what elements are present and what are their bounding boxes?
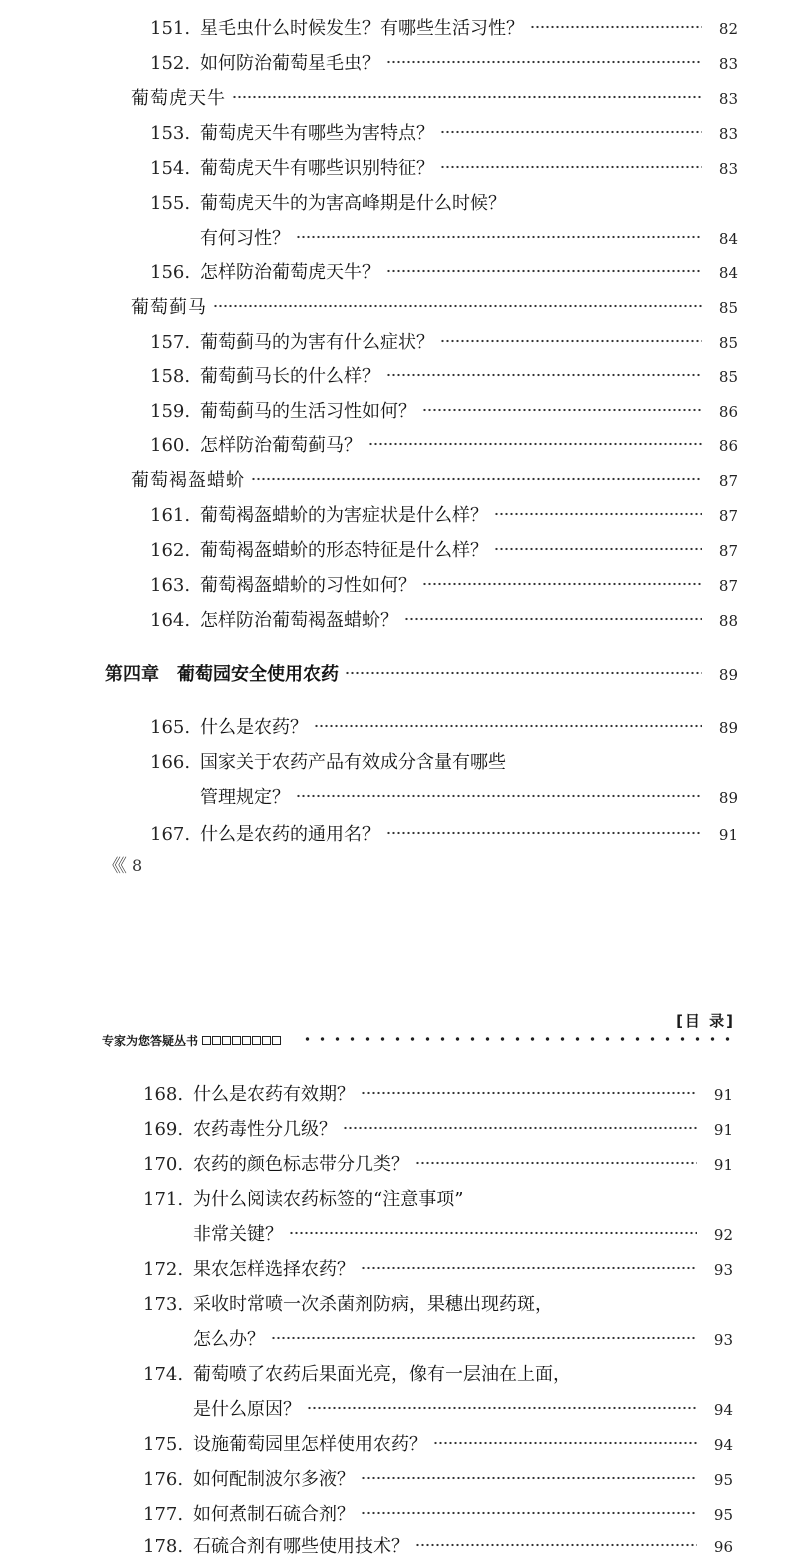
entry-title: 什么是农药？ (200, 717, 308, 738)
entry-title: 如何配制波尔多液？ (193, 1469, 355, 1490)
dot-leader (422, 582, 702, 586)
dot-leader (361, 1091, 697, 1095)
entry-title: 采收时常喷一次杀菌剂防病，果穗出现药斑， (193, 1294, 553, 1315)
page-ref: 85 (718, 334, 738, 352)
entry-title: 是什么原因？ (193, 1399, 301, 1420)
toc-entry (143, 1290, 733, 1316)
entry-number: 154. (150, 158, 191, 179)
chapter-heading (105, 660, 738, 686)
series-header (102, 1032, 282, 1049)
dot-leader (433, 1441, 697, 1445)
toc-entry (193, 1220, 733, 1246)
dot-leader (271, 1336, 697, 1340)
dot-leader (361, 1511, 697, 1515)
entry-number: 160. (150, 435, 191, 456)
decorative-squares-icon (202, 1036, 282, 1045)
entry-title: 怎样防治葡萄褐盔蜡蚧？ (200, 610, 398, 631)
page-footer (103, 852, 142, 878)
page-ref: 85 (718, 299, 738, 317)
entry-title: 如何防治葡萄星毛虫？ (200, 53, 380, 74)
entry-number: 158. (150, 366, 191, 387)
entry-number: 161. (150, 505, 191, 526)
entry-title: 什么是农药的通用名？ (200, 824, 380, 845)
entry-title: 怎样防治葡萄虎天牛？ (200, 262, 380, 283)
entry-number: 159. (150, 401, 191, 422)
entry-number: 162. (150, 540, 191, 561)
page-ref: 84 (718, 230, 738, 248)
entry-title: 怎样防治葡萄蓟马？ (200, 435, 362, 456)
page-ref: 92 (713, 1226, 733, 1244)
page-ref: 83 (718, 55, 738, 73)
toc-section (131, 293, 738, 319)
toc-entry (150, 397, 738, 423)
entry-number: 173. (143, 1294, 184, 1315)
page-ref: 93 (713, 1331, 733, 1349)
dot-leader (386, 831, 702, 835)
entry-title: 葡萄褐盔蜡蚧的形态特征是什么样？ (200, 540, 488, 561)
toc-entry (193, 1395, 733, 1421)
toc-entry (143, 1150, 733, 1176)
entry-title: 国家关于农药产品有效成分含量有哪些 (200, 752, 506, 773)
dot-leader (307, 1406, 697, 1410)
entry-number: 155. (150, 193, 191, 214)
dot-leader (386, 60, 702, 64)
entry-title: 如何煮制石硫合剂？ (193, 1504, 355, 1525)
page-ref: 87 (718, 577, 738, 595)
dot-leader (494, 547, 702, 551)
dot-leader (422, 408, 702, 412)
dot-leader (232, 95, 702, 99)
dot-leader (386, 269, 702, 273)
toc-entry (143, 1080, 733, 1106)
toc-entry (150, 713, 738, 739)
entry-title: 葡萄虎天牛 (131, 88, 226, 109)
entry-title: 果农怎样选择农药？ (193, 1259, 355, 1280)
entry-title: 葡萄虎天牛有哪些为害特点？ (200, 123, 434, 144)
entry-number: 163. (150, 575, 191, 596)
page-ref: 95 (713, 1506, 733, 1524)
page-ref: 85 (718, 368, 738, 386)
toc-entry (150, 748, 738, 774)
page-ref: 95 (713, 1471, 733, 1489)
entry-title: 葡萄褐盔蜡蚧 (131, 470, 245, 491)
toc-entry (143, 1532, 733, 1558)
entry-number: 167. (150, 824, 191, 845)
dot-leader (213, 304, 702, 308)
page-ref: 93 (713, 1261, 733, 1279)
page-ref: 91 (718, 826, 738, 844)
dot-leader (345, 671, 702, 675)
page-number: 8 (132, 855, 143, 875)
entry-title: 葡萄蓟马长的什么样？ (200, 366, 380, 387)
dot-leader (386, 373, 702, 377)
entry-number: 165. (150, 717, 191, 738)
entry-title: 葡萄褐盔蜡蚧的为害症状是什么样？ (200, 505, 488, 526)
toc-entry (143, 1360, 733, 1386)
entry-number: 157. (150, 332, 191, 353)
entry-number: 166. (150, 752, 191, 773)
entry-title: 石硫合剂有哪些使用技术？ (193, 1536, 409, 1557)
entry-number: 178. (143, 1536, 184, 1557)
page-ref: 89 (718, 666, 738, 684)
entry-title: 葡萄虎天牛的为害高峰期是什么时候？ (200, 193, 506, 214)
double-chevron-left-icon: 《《 (103, 856, 124, 877)
dot-leader (530, 25, 702, 29)
toc-entry (150, 14, 738, 40)
entry-number: 168. (143, 1084, 184, 1105)
entry-number: 153. (150, 123, 191, 144)
toc-page-right (0, 990, 800, 1557)
page-ref: 86 (718, 437, 738, 455)
toc-section (131, 84, 738, 110)
toc-entry (150, 328, 738, 354)
entry-title: 为什么阅读农药标签的“注意事项” (193, 1189, 464, 1210)
toc-entry (150, 431, 738, 457)
page-ref: 86 (718, 403, 738, 421)
dot-leader (314, 724, 702, 728)
entry-title: 设施葡萄园里怎样使用农药？ (193, 1434, 427, 1455)
toc-entry (150, 362, 738, 388)
toc-entry (200, 224, 738, 250)
toc-entry (150, 571, 738, 597)
dot-leader (440, 130, 702, 134)
page-ref: 84 (718, 264, 738, 282)
entry-number: 177. (143, 1504, 184, 1525)
entry-title: 农药的颜色标志带分几类？ (193, 1154, 409, 1175)
toc-entry (150, 501, 738, 527)
page-ref: 82 (718, 20, 738, 38)
page-ref: 94 (713, 1436, 733, 1454)
dot-leader (251, 477, 702, 481)
toc-entry (143, 1465, 733, 1491)
toc-entry (200, 783, 738, 809)
entry-number: 169. (143, 1119, 184, 1140)
toc-entry (150, 189, 738, 215)
page-ref: 96 (713, 1538, 733, 1556)
page-ref: 87 (718, 472, 738, 490)
entry-title: 葡萄喷了农药后果面光亮，像有一层油在上面， (193, 1364, 571, 1385)
dot-leader (494, 512, 702, 516)
entry-title: 非常关键？ (193, 1224, 283, 1245)
page-ref: 83 (718, 90, 738, 108)
dot-leader (361, 1476, 697, 1480)
section-label: [目 录] (676, 1012, 735, 1030)
dot-leader (440, 339, 702, 343)
toc-entry (150, 119, 738, 145)
dot-leader (361, 1266, 697, 1270)
entry-title: 怎么办？ (193, 1329, 265, 1350)
entry-number: 174. (143, 1364, 184, 1385)
dot-leader (368, 442, 702, 446)
entry-number: 171. (143, 1189, 184, 1210)
toc-entry (150, 606, 738, 632)
entry-title: 葡萄蓟马的为害有什么症状？ (200, 332, 434, 353)
toc-entry (150, 49, 738, 75)
entry-number: 156. (150, 262, 191, 283)
series-name: 专家为您答疑丛书 (102, 1034, 199, 1048)
entry-number: 152. (150, 53, 191, 74)
page-ref: 91 (713, 1156, 733, 1174)
chapter-label: 第四章 (105, 664, 159, 685)
dot-leader (296, 235, 702, 239)
entry-title: 葡萄蓟马的生活习性如何？ (200, 401, 416, 422)
entry-title: 农药毒性分几级？ (193, 1119, 337, 1140)
dot-leader (415, 1161, 697, 1165)
entry-title: 管理规定？ (200, 787, 290, 808)
entry-title: 星毛虫什么时候发生？有哪些生活习性？ (200, 18, 524, 39)
entry-number: 170. (143, 1154, 184, 1175)
toc-entry (150, 536, 738, 562)
toc-entry (143, 1430, 733, 1456)
page-ref: 83 (718, 160, 738, 178)
page-ref: 88 (718, 612, 738, 630)
toc-entry (150, 258, 738, 284)
dot-leader (440, 165, 702, 169)
page-ref: 89 (718, 789, 738, 807)
toc-entry (143, 1255, 733, 1281)
page-ref: 94 (713, 1401, 733, 1419)
dot-leader (296, 794, 702, 798)
entry-title: 什么是农药有效期？ (193, 1084, 355, 1105)
dot-leader (289, 1231, 697, 1235)
toc-entry (143, 1185, 733, 1211)
entry-title: 有何习性？ (200, 228, 290, 249)
entry-title: 葡萄虎天牛有哪些识别特征？ (200, 158, 434, 179)
toc-entry (150, 154, 738, 180)
entry-number: 164. (150, 610, 191, 631)
entry-number: 175. (143, 1434, 184, 1455)
dot-leader (404, 617, 702, 621)
dot-leader (343, 1126, 697, 1130)
page-ref: 91 (713, 1086, 733, 1104)
toc-section (131, 466, 738, 492)
page-ref: 87 (718, 507, 738, 525)
toc-entry (193, 1325, 733, 1351)
toc-entry (143, 1500, 733, 1526)
page-ref: 91 (713, 1121, 733, 1139)
entry-title: 葡萄蓟马 (131, 297, 207, 318)
entry-title: 葡萄褐盔蜡蚧的习性如何？ (200, 575, 416, 596)
entry-number: 176. (143, 1469, 184, 1490)
header-dotted-rule (300, 1035, 734, 1043)
entry-number: 151. (150, 18, 191, 39)
page-ref: 83 (718, 125, 738, 143)
page-ref: 87 (718, 542, 738, 560)
entry-number: 172. (143, 1259, 184, 1280)
toc-entry (143, 1115, 733, 1141)
toc-entry (150, 820, 738, 846)
dot-leader (415, 1543, 697, 1547)
entry-title: 葡萄园安全使用农药 (177, 664, 339, 685)
page-ref: 89 (718, 719, 738, 737)
